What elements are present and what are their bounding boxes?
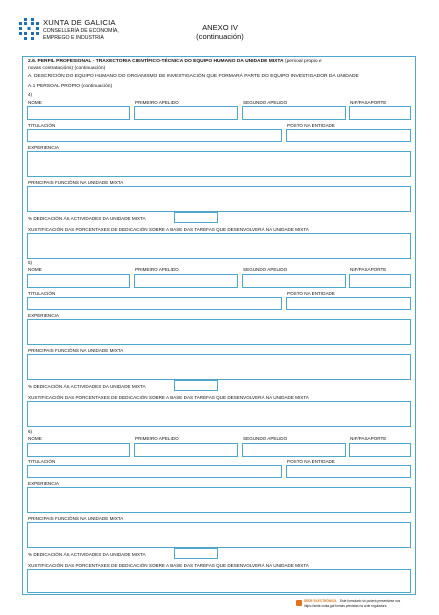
experiencia-field[interactable] — [27, 319, 411, 345]
nif-field[interactable] — [349, 443, 411, 457]
posto-field[interactable] — [286, 297, 411, 310]
dedicacion-field[interactable] — [174, 212, 218, 223]
primeiro-apelido-field[interactable] — [134, 443, 238, 457]
titulacion-label: TITULACIÓN — [28, 291, 56, 296]
person-number: 6) — [28, 429, 33, 434]
nome-label: NOME — [28, 267, 42, 272]
section-title-line2: novas contratacións) (continuación) — [28, 66, 106, 71]
dedicacion-label: % DEDICACIÓN ÁS ACTIVIDADES DA UNIDADE MIXTA — [28, 552, 146, 557]
funcions-label: PRINCIPAIS FUNCIÓNS NA UNIDADE MIXTA — [28, 180, 124, 185]
section-title-main: 2.6. PERFIL PROFESIONAL - TRAXECTORIA CIENTÍFICO-TÉCNICA DO EQUIPO HUMANO DA UNIDADE MIXTA — [28, 59, 284, 64]
footer-line-1: Este formulario só poderá presentarse nos — [340, 599, 401, 603]
segundo-apelido-label: SEGUNDO APELIDO — [243, 436, 288, 441]
nome-field[interactable] — [27, 443, 130, 457]
dedicacion-label: % DEDICACIÓN ÁS ACTIVIDADES DA UNIDADE MIXTA — [28, 216, 146, 221]
xustificacion-field[interactable] — [27, 401, 411, 427]
annex-title: ANEXO IV — [202, 23, 238, 32]
subtitle-a: A. DESCRICIÓN DO EQUIPO HUMANO DO ORGANISMO DE INVESTIGACIÓN QUE FORMARÁ PARTE DO EQUIPO INVESTIGADOR DA UNIDADE — [28, 74, 359, 79]
xustificacion-field[interactable] — [27, 233, 411, 259]
primeiro-apelido-field[interactable] — [134, 106, 238, 120]
segundo-apelido-field[interactable] — [242, 443, 346, 457]
person-number: 4) — [28, 92, 33, 97]
dedicacion-label: % DEDICACIÓN ÁS ACTIVIDADES DA UNIDADE MIXTA — [28, 384, 146, 389]
experiencia-label: EXPERIENCIA — [28, 145, 59, 150]
nif-field[interactable] — [349, 274, 411, 288]
dept-line-1: CONSELLERÍA DE ECONOMÍA, — [43, 28, 119, 34]
segundo-apelido-field[interactable] — [242, 106, 346, 120]
section-title — [28, 59, 412, 65]
funcions-field[interactable] — [27, 186, 411, 212]
dedicacion-field[interactable] — [174, 548, 218, 559]
section-title-suffix: (persoal propio e — [284, 59, 322, 64]
posto-label: POSTO NA ENTIDADE — [287, 123, 335, 128]
segundo-apelido-field[interactable] — [242, 274, 346, 288]
segundo-apelido-label: SEGUNDO APELIDO — [243, 267, 288, 272]
nif-label: NIF/PASAPORTE — [350, 267, 387, 272]
funcions-field[interactable] — [27, 522, 411, 548]
nif-field[interactable] — [349, 106, 411, 120]
experiencia-field[interactable] — [27, 487, 411, 513]
dedicacion-field[interactable] — [174, 380, 218, 391]
experiencia-label: EXPERIENCIA — [28, 313, 59, 318]
primeiro-apelido-label: PRIMEIRO APELIDO — [135, 267, 179, 272]
org-name: XUNTA DE GALICIA — [43, 18, 116, 27]
annex-subtitle: (continuación) — [196, 32, 244, 41]
xustificacion-label: XUSTIFICACIÓN DAS PORCENTAXES DE DEDICACIÓN SOBRE A BASE DAS TAREFAS QUE DESENVOLVERÁ NA UNIDADE MIXTA — [28, 563, 309, 568]
primeiro-apelido-label: PRIMEIRO APELIDO — [135, 100, 179, 105]
titulacion-field[interactable] — [27, 297, 282, 310]
xunta-logo — [18, 17, 40, 43]
posto-label: POSTO NA ENTIDADE — [287, 291, 335, 296]
experiencia-field[interactable] — [27, 151, 411, 177]
sede-icon — [296, 600, 302, 606]
titulacion-field[interactable] — [27, 465, 282, 478]
posto-field[interactable] — [286, 129, 411, 142]
subtitle-a1: A.1 PERSOAL PROPIO (continuación) — [28, 84, 113, 89]
experiencia-label: EXPERIENCIA — [28, 481, 59, 486]
footer-line-2: https://sede.xunta.gal formas previstas na orde reguladora — [304, 604, 387, 608]
sede-label: SEDE ELECTRÓNICA — [304, 599, 337, 603]
segundo-apelido-label: SEGUNDO APELIDO — [243, 100, 288, 105]
primeiro-apelido-field[interactable] — [134, 274, 238, 288]
xustificacion-field[interactable] — [27, 569, 411, 593]
nif-label: NIF/PASAPORTE — [350, 436, 387, 441]
primeiro-apelido-label: PRIMEIRO APELIDO — [135, 436, 179, 441]
posto-label: POSTO NA ENTIDADE — [287, 459, 335, 464]
nif-label: NIF/PASAPORTE — [350, 100, 387, 105]
nome-field[interactable] — [27, 106, 130, 120]
titulacion-label: TITULACIÓN — [28, 459, 56, 464]
funcions-label: PRINCIPAIS FUNCIÓNS NA UNIDADE MIXTA — [28, 348, 124, 353]
posto-field[interactable] — [286, 465, 411, 478]
funcions-field[interactable] — [27, 354, 411, 380]
xustificacion-label: XUSTIFICACIÓN DAS PORCENTAXES DE DEDICACIÓN SOBRE A BASE DAS TAREFAS QUE DESENVOLVERÁ NA UNIDADE MIXTA — [28, 395, 309, 400]
person-number: 5) — [28, 260, 33, 265]
funcions-label: PRINCIPAIS FUNCIÓNS NA UNIDADE MIXTA — [28, 516, 124, 521]
xustificacion-label: XUSTIFICACIÓN DAS PORCENTAXES DE DEDICACIÓN SOBRE A BASE DAS TAREFAS QUE DESENVOLVERÁ NA UNIDADE MIXTA — [28, 227, 309, 232]
titulacion-label: TITULACIÓN — [28, 123, 56, 128]
dept-line-2: EMPREGO E INDUSTRIA — [43, 35, 104, 41]
nome-label: NOME — [28, 100, 42, 105]
nome-label: NOME — [28, 436, 42, 441]
titulacion-field[interactable] — [27, 129, 282, 142]
nome-field[interactable] — [27, 274, 130, 288]
